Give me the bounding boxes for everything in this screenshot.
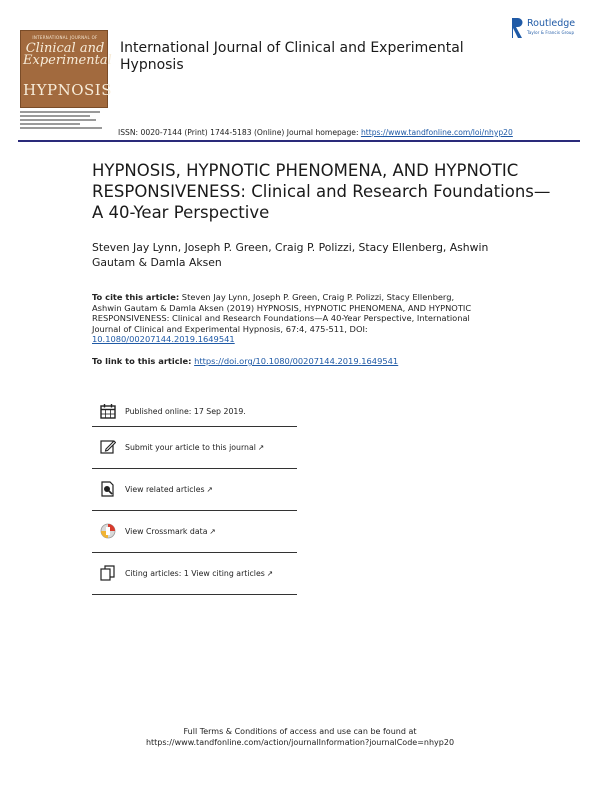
footer — [100, 726, 500, 748]
cover-line2: Clinical and Experimental — [23, 41, 112, 68]
crossmark-action[interactable] — [92, 511, 297, 553]
citation-label: To cite this article: — [92, 292, 180, 302]
footer-terms-text: Full Terms & Conditions of access and use can be found at — [183, 727, 417, 736]
article-actions — [92, 426, 297, 595]
edit-icon — [100, 439, 116, 455]
external-link-icon: ↗ — [209, 527, 216, 536]
publisher-logo[interactable] — [510, 16, 592, 40]
doi-link[interactable]: 10.1080/00207144.2019.1649541 — [92, 334, 235, 345]
publisher-tagline: Taylor & Francis Group — [527, 30, 575, 35]
crossmark-icon — [100, 523, 116, 539]
cover-caption-lines — [20, 111, 108, 131]
external-link-icon: ↗ — [206, 485, 213, 494]
related-articles-icon — [100, 481, 116, 497]
issn-text: ISSN: 0020-7144 (Print) 1744-5183 (Online) Journal homepage: — [118, 128, 359, 137]
citing-articles-action[interactable] — [92, 553, 297, 595]
submit-article-action[interactable] — [92, 426, 297, 469]
related-articles-action[interactable] — [92, 469, 297, 511]
cover-art — [20, 30, 112, 108]
journal-cover — [20, 18, 112, 140]
submit-article-label: Submit your article to this journal ↗ — [125, 443, 265, 452]
calendar-icon — [100, 403, 116, 419]
article-authors: Steven Jay Lynn, Joseph P. Green, Craig P. Polizzi, Stacy Ellenberg, Ashwin Gautam & Damla Aksen — [92, 241, 489, 269]
link-label: To link to this article: — [92, 356, 192, 366]
external-link-icon: ↗ — [266, 569, 274, 578]
crossmark-label: View Crossmark data ↗ — [125, 527, 216, 536]
related-articles-label: View related articles ↗ — [125, 485, 213, 494]
cover-header-text — [20, 18, 108, 28]
citing-articles-label: Citing articles: 1 View citing articles ↗ — [125, 569, 274, 578]
article-link-line — [92, 356, 398, 366]
published-online — [92, 400, 297, 427]
article-url-link[interactable]: https://doi.org/10.1080/00207144.2019.1649541 — [194, 356, 399, 366]
cover-line1: INTERNATIONAL JOURNAL OF — [32, 35, 98, 40]
published-date: Published online: 17 Sep 2019. — [125, 407, 246, 416]
publisher-name: Routledge — [527, 18, 576, 29]
footer-terms-link[interactable]: https://www.tandfonline.com/action/journalInformation?journalCode=nhyp20 — [145, 738, 455, 747]
issn-line — [118, 128, 513, 137]
routledge-icon — [510, 16, 524, 40]
citation-block — [92, 292, 482, 345]
citation-text: Steven Jay Lynn, Joseph P. Green, Craig P. Polizzi, Stacy Ellenberg, Ashwin Gautam & Damla Aksen (2019) HYPNOSIS, HYPNOTIC PHENOMENA, AND HYPNOTIC RESPONSIVENESS: Clinical and Research Foundations—A 40-Year Perspective, International Journal of Clinical and Experimental Hypnosis, 67:4, 475-511, DOI: — [92, 292, 472, 334]
article-title: HYPNOSIS, HYPNOTIC PHENOMENA, AND HYPNOTIC RESPONSIVENESS: Clinical and Research Foundations—A 40-Year Perspective — [92, 161, 551, 222]
journal-homepage-link[interactable]: https://www.tandfonline.com/loi/nhyp20 — [360, 128, 513, 137]
header-divider — [18, 140, 580, 142]
external-link-icon: ↗ — [257, 443, 265, 452]
journal-title: International Journal of Clinical and Experimental Hypnosis — [120, 40, 464, 73]
citing-articles-icon — [100, 565, 116, 581]
cover-line3: HYPNOSIS — [23, 81, 112, 99]
